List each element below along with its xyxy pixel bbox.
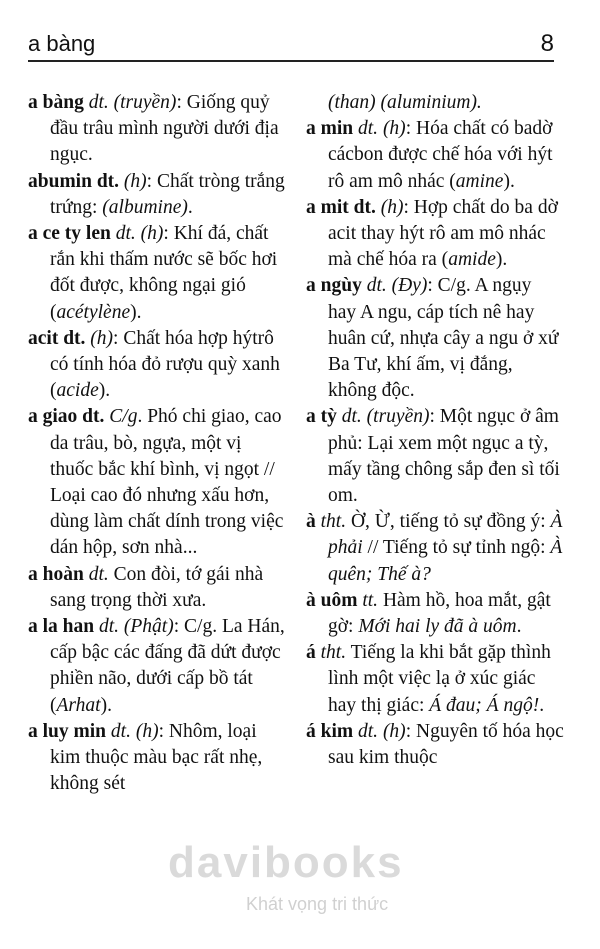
part-of-speech: dt. [94, 616, 120, 638]
definition: : Một ngục ở âm phủ: Lại xem một ngục a tỳ, mấy tầng chông sắp đen sì tối om. [328, 406, 560, 507]
continuation-text: (than) (aluminium). [328, 92, 482, 113]
source-label: (Đy) [386, 275, 428, 297]
source-label: (h) [130, 720, 159, 742]
headword: a min [306, 118, 354, 140]
source-label: (h) [85, 327, 114, 349]
equivalent: Á đau; Á ngộ! [429, 694, 540, 716]
source-label: (h) [119, 170, 147, 192]
dictionary-entry [28, 562, 286, 614]
equivalent: acide [56, 380, 99, 402]
part-of-speech: dt. [106, 720, 131, 742]
right-column [306, 90, 564, 771]
entry-continuation [306, 90, 564, 116]
definition: : Nhôm, loại kim thuộc màu bạc rất nhẹ, không sét [50, 720, 263, 795]
definition: : Hợp chất do ba dờ acit thay hýt rô am mô nhác mà chế hóa ra ( [328, 196, 558, 271]
equivalent: À phải [328, 511, 563, 559]
watermark [150, 838, 590, 938]
definition: : Giống quỷ đầu trâu mình người dưới địa ngục. [50, 92, 279, 166]
definition-tail: . [187, 196, 193, 218]
headword: abumin dt. [28, 170, 120, 192]
dictionary-entry [28, 404, 286, 561]
source-label: (Phật) [119, 616, 174, 638]
part-of-speech: tht. [315, 511, 347, 533]
running-header [28, 26, 554, 62]
dictionary-entry [306, 640, 564, 719]
definition-tail: ). [495, 249, 508, 271]
definition: : Nguyên tố hóa học sau kim thuộc [328, 720, 564, 769]
headword: a giao dt. [28, 406, 105, 428]
headword: à [306, 511, 316, 533]
part-of-speech: dt. [83, 563, 109, 585]
dictionary-entry [306, 588, 564, 640]
headword: à uôm [306, 589, 358, 611]
headword: a ce ty len [28, 223, 111, 245]
part-of-speech: dt. [336, 406, 362, 428]
headword: a bàng [28, 92, 84, 113]
definition-tail: ). [100, 694, 112, 716]
source-label: C/g [104, 406, 138, 428]
definition: : C/g. A ngụy hay A ngu, cáp tích nê hay huân cứ, nhựa cây a ngu ở xứ Ba Tư, khí ấm, vị đắng, không độc. [328, 275, 559, 402]
watermark-slogan: Khát vọng tri thức [246, 894, 389, 914]
definition-tail: ). [503, 170, 515, 192]
headword: acit dt. [28, 327, 86, 349]
equivalent: acétylène [56, 301, 131, 323]
part-of-speech: dt. [361, 275, 387, 297]
part-of-speech: dt. [110, 223, 136, 245]
dictionary-entry [28, 221, 286, 326]
dictionary-entry [306, 195, 564, 274]
dictionary-entry [306, 116, 564, 195]
source-label: (h) [135, 223, 164, 245]
definition: Con đòi, tớ gái nhà sang trọng thời xưa. [50, 563, 264, 611]
definition-tail: ). [98, 380, 111, 402]
dictionary-entry [28, 90, 286, 169]
definition: : Chất hóa hợp hýtrô có tính hóa đỏ rượu quỳ xanh ( [50, 327, 280, 402]
dictionary-entry [306, 273, 564, 404]
dictionary-entry [28, 326, 286, 405]
source-label: (h) [375, 196, 404, 218]
definition: : Hóa chất có badờ cácbon được chế hóa với hýt rô am mô nhác ( [328, 118, 553, 192]
definition: . Phó chi giao, cao da trâu, bò, ngựa, một vị thuốc bắc khí bình, vị ngọt // Loại cao đó nhưng xấu hơn, dùng làm chất dính trong việc dán hộp, sơn nhà... [50, 406, 284, 559]
definition: Hàm hồ, hoa mắt, gật gờ: [328, 589, 551, 638]
dictionary-entry [306, 404, 564, 509]
headword: a hoàn [28, 563, 84, 585]
definition-tail: ). [130, 301, 142, 323]
headword: a tỳ [306, 406, 337, 428]
dictionary-entry [306, 509, 564, 588]
equivalent: Mới hai ly đã à uôm [358, 616, 517, 638]
source-label: (truyền) [361, 406, 430, 428]
part-of-speech: tt. [357, 589, 379, 611]
equivalent: amide [448, 249, 496, 271]
dictionary-entry [28, 719, 286, 798]
part-of-speech: dt. [353, 720, 379, 742]
header-title: a bàng [28, 31, 96, 56]
source-label: (truyền) [108, 92, 177, 113]
left-column [28, 90, 286, 797]
equivalent: (albumine) [102, 196, 188, 218]
definition: : C/g. La Hán, cấp bậc các đấng đã dứt được phiền não, dưới cấp bồ tát ( [50, 616, 285, 716]
definition-tail: . [539, 694, 545, 716]
definition: : Khí đá, chất rắn khi thấm nước sẽ bốc hơi đốt được, không ngại gió ( [50, 223, 278, 323]
definition-tail: // Tiếng tỏ sự tỉnh ngộ: [362, 537, 551, 559]
definition-tail: . [516, 616, 522, 638]
source-label: (h) [378, 118, 406, 140]
part-of-speech: dt. [83, 92, 109, 113]
equivalent: amine [455, 170, 504, 192]
equivalent: Arhat [56, 694, 101, 716]
page-number: 8 [540, 30, 554, 57]
part-of-speech: dt. [353, 118, 379, 140]
definition: : Chất tròng trắng trứng: [50, 170, 285, 218]
headword: a mit dt. [306, 196, 376, 218]
definition: Tiếng la khi bắt gặp thình lình một việc lạ ở xúc giác hay thị giác: [328, 642, 551, 716]
headword: a ngùy [306, 275, 362, 297]
dictionary-entry [28, 614, 286, 719]
watermark-brand: davibooks [168, 838, 404, 887]
headword: á [306, 642, 316, 664]
dictionary-entry [28, 169, 286, 221]
dictionary-entry [306, 719, 564, 771]
example: À quên; Thế à? [328, 537, 563, 585]
definition: Ờ, Ừ, tiếng tỏ sự đồng ý: [346, 511, 551, 533]
headword: a luy min [28, 720, 107, 742]
headword: á kim [306, 720, 354, 742]
part-of-speech: tht. [315, 642, 347, 664]
source-label: (h) [378, 720, 406, 742]
headword: a la han [28, 616, 95, 638]
